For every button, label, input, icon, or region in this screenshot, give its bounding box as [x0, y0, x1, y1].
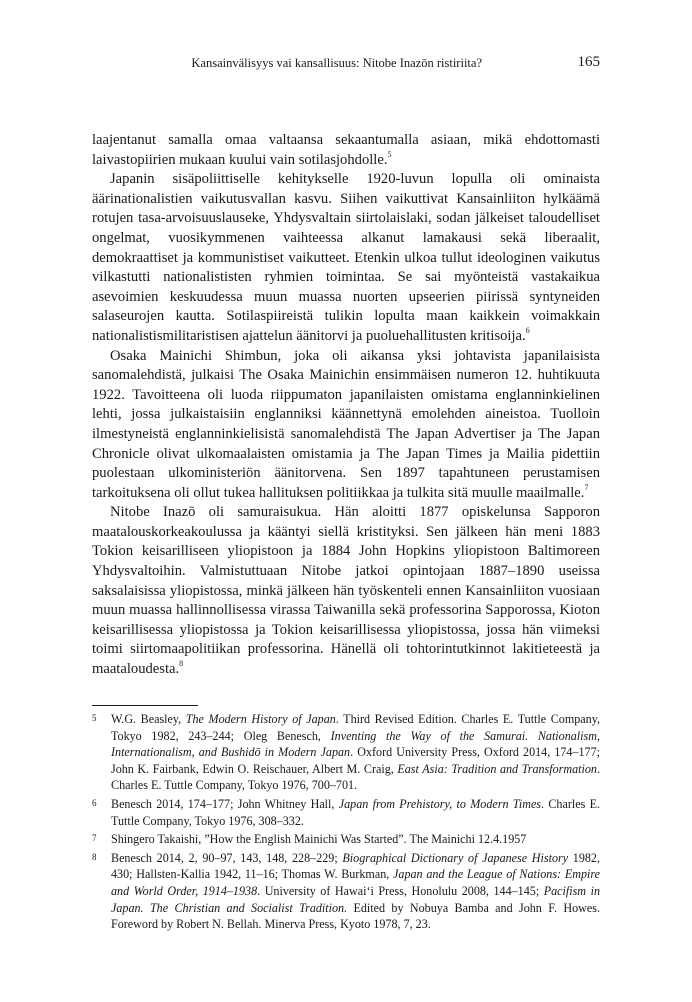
paragraph-text: Nitobe Inazō oli samuraisukua. Hän aloitti 1877 opiskelunsa Sapporon maatalouskorkeakoulussa ja kääntyi siellä kristityksi. Sen jälkeen hän meni 1883 Tokion keisarilliseen yliopistoon ja 1884 John Hopkins yliopistoon Baltimoreen Yhdysvaltoihin. Valmistuttuaan Nitobe jatkoi opintojaan 1887–1890 useissa saksalaisissa yliopistossa, minkä jälkeen hän työskenteli ennen Kansainliiton vuosiaan muun muassa hallinnollisessa virassa Taiwanilla sekä professorina Sapporossa, Kioton keisarillisessa yliopistossa ja Tokion keisarillisessa yliopistossa, jossa hän viimeksi toimi siirtomaapolitiikan professorina. Hänellä oli tohtorintutkinnot lakitieteestä ja maataloudesta. [92, 504, 600, 678]
footnote [92, 796, 600, 829]
footnote [92, 711, 600, 794]
footnote-number: 5 [92, 713, 97, 723]
footnote-ref: 8 [179, 659, 184, 669]
footnote-ref: 5 [387, 149, 392, 159]
footnote-segment: . Charles E. Tuttle Company, Tokyo 1976, 308–332. [111, 796, 600, 828]
footnote-ref: 7 [584, 482, 589, 492]
footnote-title: Biographical Dictionary of Japanese History [342, 850, 569, 865]
paragraph [92, 170, 600, 346]
footnote-segment: . Oxford University Press, Oxford 2014, 174–177; John K. Fairbank, Edwin O. Reischauer, Albert M. Craig, [111, 745, 601, 776]
footnote-text [111, 832, 526, 846]
page-number: 165 [577, 54, 600, 70]
footnote-title: Japan and the League of Nations: Empire and World Order, 1914–1938 [111, 867, 600, 898]
footnote-segment: . Charles E. Tuttle Company, Tokyo 1976, 700–701. [111, 761, 600, 793]
footnote-segment: Benesch 2014, 174–177; John Whitney Hall, [111, 796, 339, 811]
footnote-number: 7 [92, 833, 97, 844]
running-title: Kansainvälisyys vai kansallisuus: Nitobe Inazōn ristiriita? [191, 56, 482, 70]
footnote-title: Japan from Prehistory, to Modern Times [338, 796, 542, 811]
footnote-segment: . Third Revised Edition. Charles E. Tuttle Company, Tokyo 1982, 243–244; Oleg Benesch, [111, 712, 600, 743]
book-page [92, 0, 600, 1002]
footnote-ref: 6 [525, 326, 530, 336]
footnote-title: The Modern History of Japan [185, 712, 336, 726]
footnote [92, 831, 600, 848]
footnote-text [111, 851, 600, 931]
footnote-segment: Edited by Nobuya Bamba and John F. Howes. Foreword by Robert N. Bellah. Minerva Press, Kyoto 1978, 7, 23. [111, 900, 600, 932]
footnote-segment: . University of Hawai‘i Press, Honolulu 2008, 144–145; [257, 883, 544, 898]
footnote-title: Inventing the Way of the Samurai. Nationalism, Internationalism, and Bushidō in Modern Japan [111, 728, 600, 760]
footnote-text [111, 797, 600, 828]
footnote-title: Pacifism in Japan. The Christian and Socialist Tradition. [111, 883, 600, 915]
footnote-number: 6 [92, 797, 97, 808]
footnote-title: East Asia: Tradition and Transformation [397, 761, 597, 776]
footnote-segment: 1982, 430; Hallsten-Kallia 1942, 11–16; Thomas W. Burkman, [111, 850, 600, 882]
footnotes [92, 711, 600, 935]
footnote-segment: Benesch 2014, 2, 90–97, 143, 148, 228–229; [111, 850, 343, 865]
running-header [92, 54, 600, 74]
footnote [92, 850, 600, 933]
paragraph [92, 503, 600, 679]
paragraph [92, 131, 600, 170]
paragraph-text: Osaka Mainichi Shimbun, joka oli aikansa yksi johtavista japanilaisista sanomalehdistä, julkaisi The Osaka Mainichin ensimmäisen numeron 12. huhtikuuta 1922. Tavoitteena oli luoda riippumaton japanilaisten omistama englanninkielinen lehti, jossa julkaistaisiin englanniksi käännettynä emolehden aineistoa. Tuolloin ilmestyneistä englanninkielisistä sanomalehdistä The Japan Advertiser ja The Japan Chronicle olivat ulkomaalaisten omistamia ja The Japan Times ja Mailia pidettiin puolestaan ulkoministeriön äänitorvena. Sen 1897 tapahtuneen perustamisen tarkoituksena oli ollut tukea hallituksen politiikkaa ja tulkita sitä muulle maailmalle. [92, 347, 600, 501]
paragraph-text: laajentanut samalla omaa valtaansa sekaantumalla asiaan, mikä ehdottomasti laivastopiirien mukaan kuului vain sotilasjohdolle. [92, 132, 600, 168]
footnote-segment: Shingero Takaishi, ”How the English Mainichi Was Started”. The Mainichi 12.4.1957 [111, 832, 527, 847]
footnote-text [111, 712, 600, 792]
body-text [92, 131, 600, 680]
paragraph [92, 347, 600, 504]
footnote-divider [92, 705, 198, 706]
footnote-segment: W.G. Beasley, [111, 712, 186, 726]
footnote-number: 8 [92, 851, 97, 862]
paragraph-text: Japanin sisäpoliittiselle kehitykselle 1920-luvun lopulla oli ominaista äärinationalistien vaikutusvallan kasvu. Siihen vaikuttivat Kansainliiton hylkäämä rotujen tasa-arvoisuuslauseke, Yhdysvaltain siirtolaislaki, sodan jälkeiset taloudelliset ongelmat, vuosikymmenen vaihteessa alkanut lamakausi sekä liberaalit, demokraattiset ja kommunistiset vaikutteet. Etenkin ulkoa tullut ideologinen vaikutus vilkastutti nationalististen ryhmien toimintaa. Se sai myönteistä vastakaikua asevoimien keskuudessa muun muassa nuorten upseerien piirissä syntyneiden salaseurojen kautta. Sotilaspiireistä tulikin lopulta maan kaikkein voimakkain nationalistismilitaristisen ajattelun äänitorvi ja puoluehallitusten kritisoija. [92, 171, 600, 344]
